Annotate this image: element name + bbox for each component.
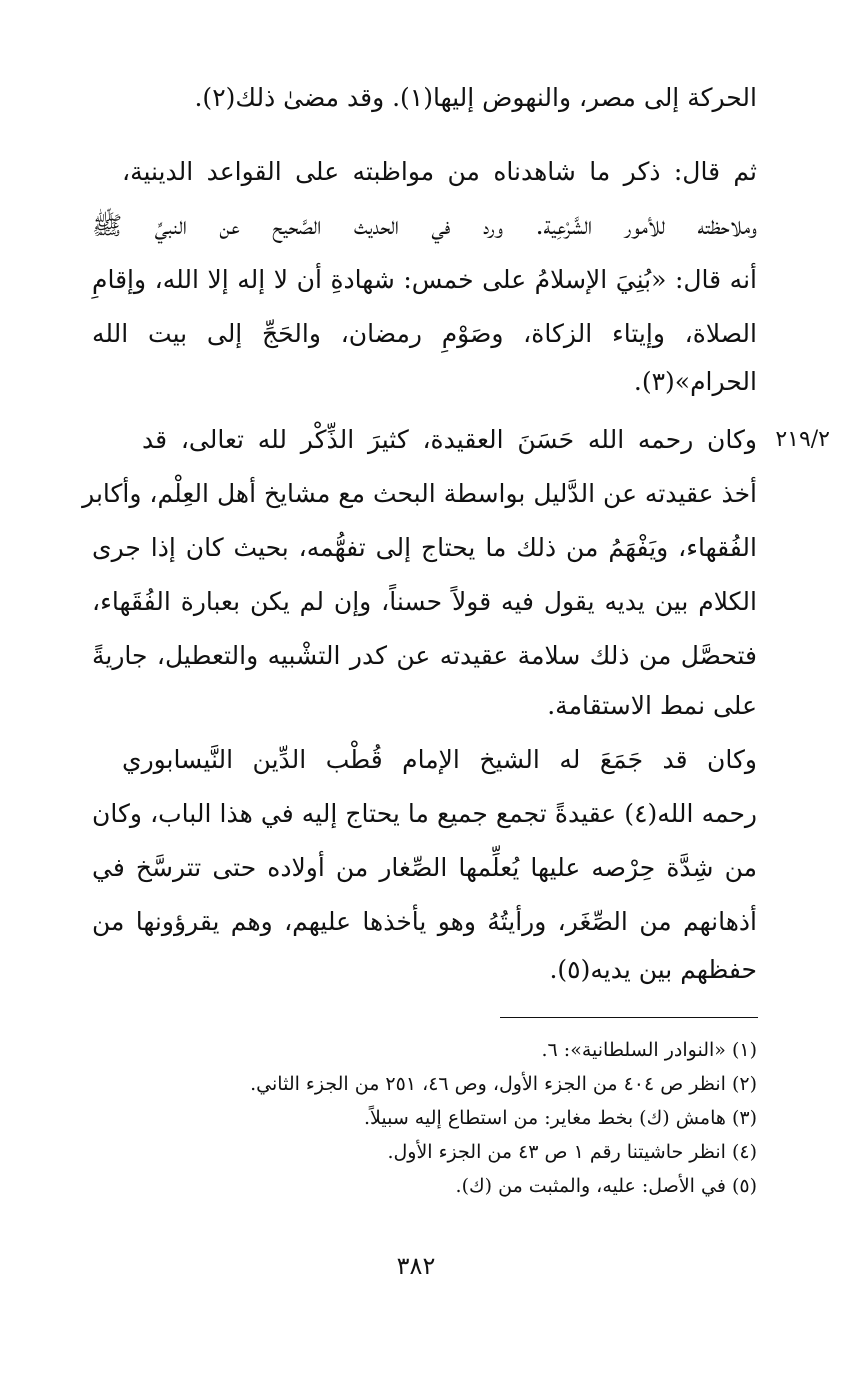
page-number: ٣٨٢ [396,1252,436,1280]
text-line: على نمط الاستقامة. [547,691,757,720]
text-line: أخذ عقيدته عن الدَّليل بواسطة البحث مع مشايخ أهل العِلْم، وأكابر [82,479,757,508]
text-line: رحمه الله(٤) عقيدةً تجمع جميع ما يحتاج إليه في هذا الباب، وكان [92,799,757,828]
footnote: (١) «النوادر السلطانية»: ٦. [541,1039,757,1061]
text-line: الكلام بين يديه يقول فيه قولاً حسناً، وإن لم يكن بعبارة الفُقَهاء، [92,587,757,616]
text-line: ثم قال: ذكر ما شاهدناه من مواظبته على القواعد الدينية، [122,157,757,186]
footnote: (٢) انظر ص ٤٠٤ من الجزء الأول، وص ٤٦، ٢٥١ من الجزء الثاني. [250,1073,757,1095]
footnote-divider [500,1017,758,1018]
text-line: فتحصَّل من ذلك سلامة عقيدته عن كدر التشْبيه والتعطيل، جاريةً [92,641,757,670]
text-line: وكان قد جَمَعَ له الشيخ الإمام قُطْب الدِّين النَّيسابوري [122,745,757,774]
footnote: (٥) في الأصل: عليه، والمثبت من (ك). [455,1175,757,1197]
text-line: وكان رحمه الله حَسَنَ العقيدة، كثيرَ الذِّكْر لله تعالى، قد [142,425,757,454]
text-line: الحرام»(٣). [633,367,757,396]
text-line: أنه قال: «بُنِيَ الإسلامُ على خمس: شهادةِ أن لا إله إلا الله، وإقامِ [92,265,757,294]
text-line: وملاحظته للأمور الشَّرْعِية. ورد في الحديث الصَّحيح عن النبيِّ ﷺ [92,211,757,240]
text-line: من شِدَّة حِرْصه عليها يُعلِّمها الصِّغار من أولاده حتى تترسَّخ في [92,853,757,882]
text-line: حفظهم بين يديه(٥). [549,955,757,984]
footnote: (٤) انظر حاشيتنا رقم ١ ص ٤٣ من الجزء الأول. [387,1141,757,1163]
text-line: الفُقهاء، ويَفْهَمُ من ذلك ما يحتاج إلى تفهُّمه، بحيث كان إذا جرى [92,533,757,562]
text-line: الصلاة، وإيتاء الزكاة، وصَوْمِ رمضان، والحَجِّ إلى بيت الله [92,319,757,348]
footnote: (٣) هامش (ك) بخط مغاير: من استطاع إليه سبيلاً. [364,1107,757,1129]
text-line: الحركة إلى مصر، والنهوض إليها(١). وقد مضىٰ ذلك(٢). [194,83,757,112]
margin-reference: ٢١٩/٢ [775,427,830,452]
text-line: أذهانهم من الصِّغَر، ورأيتُهُ وهو يأخذها عليهم، وهم يقرؤونها من [92,907,757,936]
